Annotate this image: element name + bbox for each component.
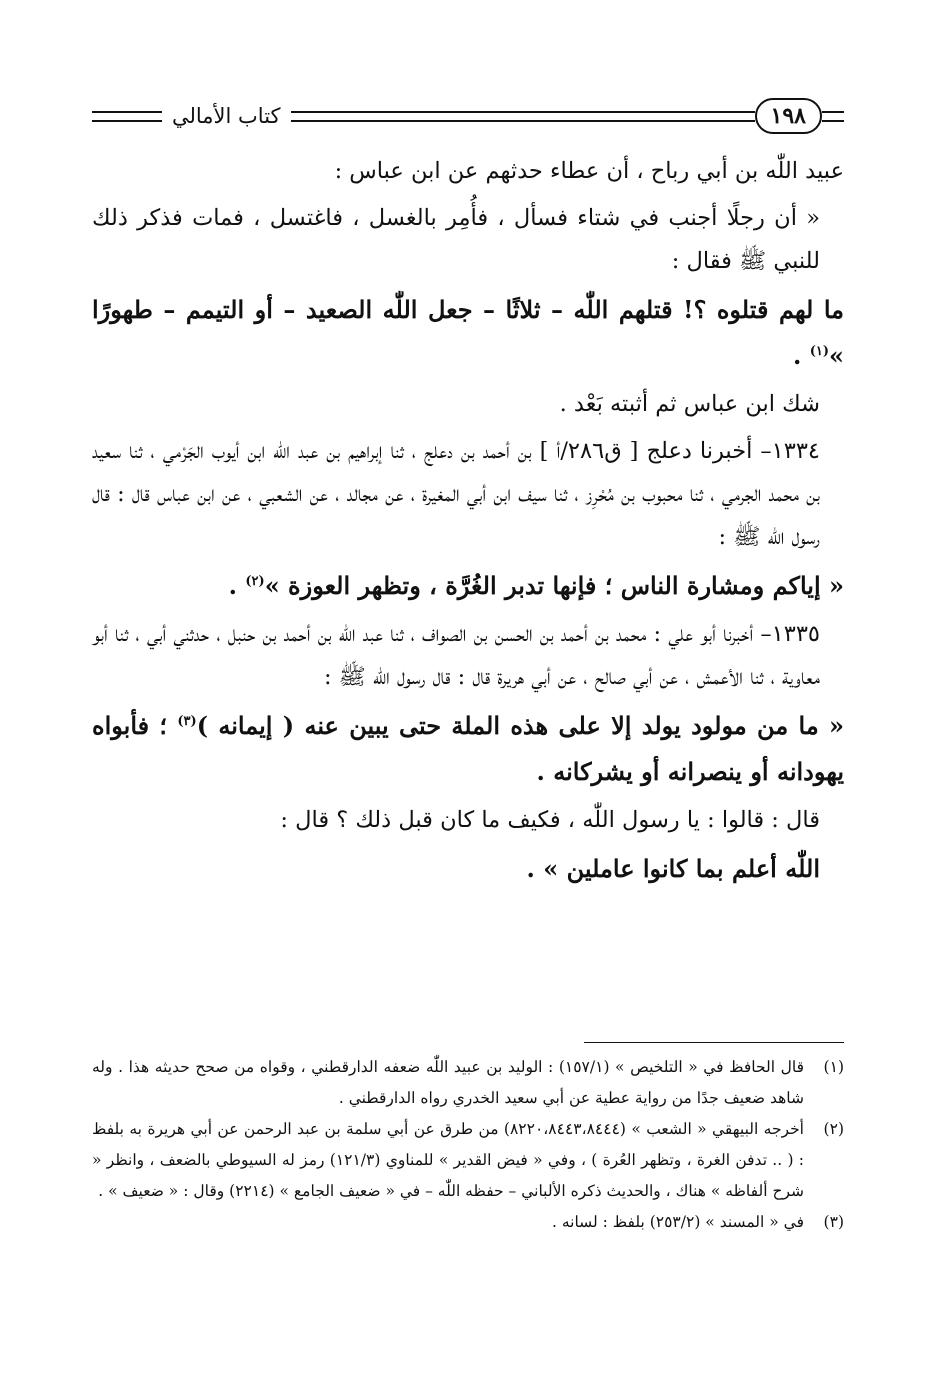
footnote-item bbox=[92, 1207, 844, 1238]
footnote-marker: (٢) bbox=[823, 1120, 844, 1138]
header-rule-right bbox=[822, 111, 844, 122]
footnote-ref-2[interactable]: (٢) bbox=[245, 574, 265, 589]
footnotes bbox=[92, 1052, 844, 1238]
paragraph-question: قال : قالوا : يا رسول اللّٰه ، فكيف ما كان قبل ذلك ؟ قال : bbox=[280, 807, 820, 833]
hadith-3-text: « ما من مولود يولد إلا على هذه الملة حتى يبين عنه ( إيمانه ) bbox=[196, 711, 844, 740]
footnote-ref-3[interactable]: (٣) bbox=[177, 714, 197, 729]
paragraph-hadith-1335: ١٣٣٥– أخبرنا أبو علي : محمد بن أحمد بن الحسن بن الصواف ، ثنا عبد اللّٰه بن أحمد بن حنبل ، حدثني أبي ، ثنا أبو معاوية ، ثنا الأعمش ، عن أبي صالح ، عن أبي هريرة قال : قال رسول اللّٰه ﷺ : bbox=[91, 621, 820, 690]
paragraph-hadith-3 bbox=[92, 703, 844, 795]
paragraph-note: شك ابن عباس ثم أثبته بَعْد . bbox=[559, 391, 820, 417]
header-rule-left bbox=[92, 111, 162, 122]
paragraph-narration: « أن رجلًا أجنب في شتاء فسأل ، فأُمِر بالغسل ، فاغتسل ، فمات فذكر ذلك للنبي ﷺ فقال : bbox=[92, 205, 820, 274]
paragraph-hadith-1 bbox=[92, 287, 844, 379]
book-title: كتاب الأمالي bbox=[172, 104, 281, 128]
hadith-3-end: ؛ فأبواه يهودانه أو ينصرانه أو يشركانه . bbox=[92, 711, 844, 786]
footnote-text: في « المسند » (٢٥٣/٢) بلفظ : لسانه . bbox=[551, 1213, 804, 1231]
footnote-text: قال الحافظ في « التلخيص » (١٥٧/١) : الوليد بن عبيد اللّٰه ضعفه الدارقطني ، وقواه من صحح حديثه هذا . وله شاهد ضعيف جدًا من رواية عطية عن أبي سعيد الخدري رواه الدارقطني . bbox=[92, 1058, 804, 1107]
paragraph-hadith-2 bbox=[92, 563, 844, 609]
footnote-ref-1[interactable]: (١) bbox=[809, 344, 829, 359]
paragraph-isnad-intro: عبيد اللّٰه بن أبي رباح ، أن عطاء حدثهم عن ابن عباس : bbox=[334, 158, 844, 184]
paragraph-hadith-1334: ١٣٣٤– أخبرنا دعلج [ ق٢٨٦/أ ] بن أحمد بن دعلج ، ثنا إبراهيم بن عبد اللّٰه ابن أيوب الجَرْمي ، ثنا سعيد بن محمد الجرمي ، ثنا محبوب بن مُحْرِز ، ثنا سيف ابن أبي المغيرة ، عن مجالد ، عن الشعبي ، عن ابن عباس قال : قال رسول اللّٰه ﷺ : bbox=[92, 438, 821, 550]
hadith-1-text: ما لهم قتلوه ؟! قتلهم اللّٰه – ثلاثًا – جعل اللّٰه الصعيد – أو التيمم – طهورًا » bbox=[92, 295, 844, 370]
hadith-1-end: . bbox=[792, 341, 810, 370]
footnote-item bbox=[92, 1052, 844, 1114]
footnote-divider bbox=[584, 1042, 844, 1043]
page-number: ١٩٨ bbox=[755, 98, 822, 134]
footnote-item bbox=[92, 1114, 844, 1207]
footnote-marker: (٣) bbox=[823, 1213, 844, 1231]
header-rule-middle bbox=[291, 111, 755, 122]
page bbox=[92, 92, 844, 1302]
hadith-2-text: « إياكم ومشارة الناس ؛ فإنها تدبر الغُرَّة ، وتظهر العوزة » bbox=[264, 571, 844, 600]
paragraph-answer: اللّٰه أعلم بما كانوا عاملين » . bbox=[526, 854, 820, 883]
hadith-2-end: . bbox=[228, 571, 246, 600]
main-text bbox=[92, 150, 844, 892]
page-header bbox=[92, 92, 844, 140]
footnote-text: أخرجه البيهقي « الشعب » (٨٢٢٠،٨٤٤٣،٨٤٤٤) من طرق عن أبي سلمة بن عبد الرحمن عن أبي هريرة به بلفظ : ( .. تدفن الغرة ، وتظهر العُرة ) ، وفي « فيض القدير » للمناوي (١٢١/٣) رمز له السيوطي بالضعف ، وانظر « شرح ألفاظه » هناك ، والحديث ذكره الألباني – حفظه اللّٰه – في « ضعيف الجامع » (٢٢١٤) وقال : « ضعيف » . bbox=[92, 1120, 804, 1200]
footnote-marker: (١) bbox=[823, 1058, 844, 1076]
